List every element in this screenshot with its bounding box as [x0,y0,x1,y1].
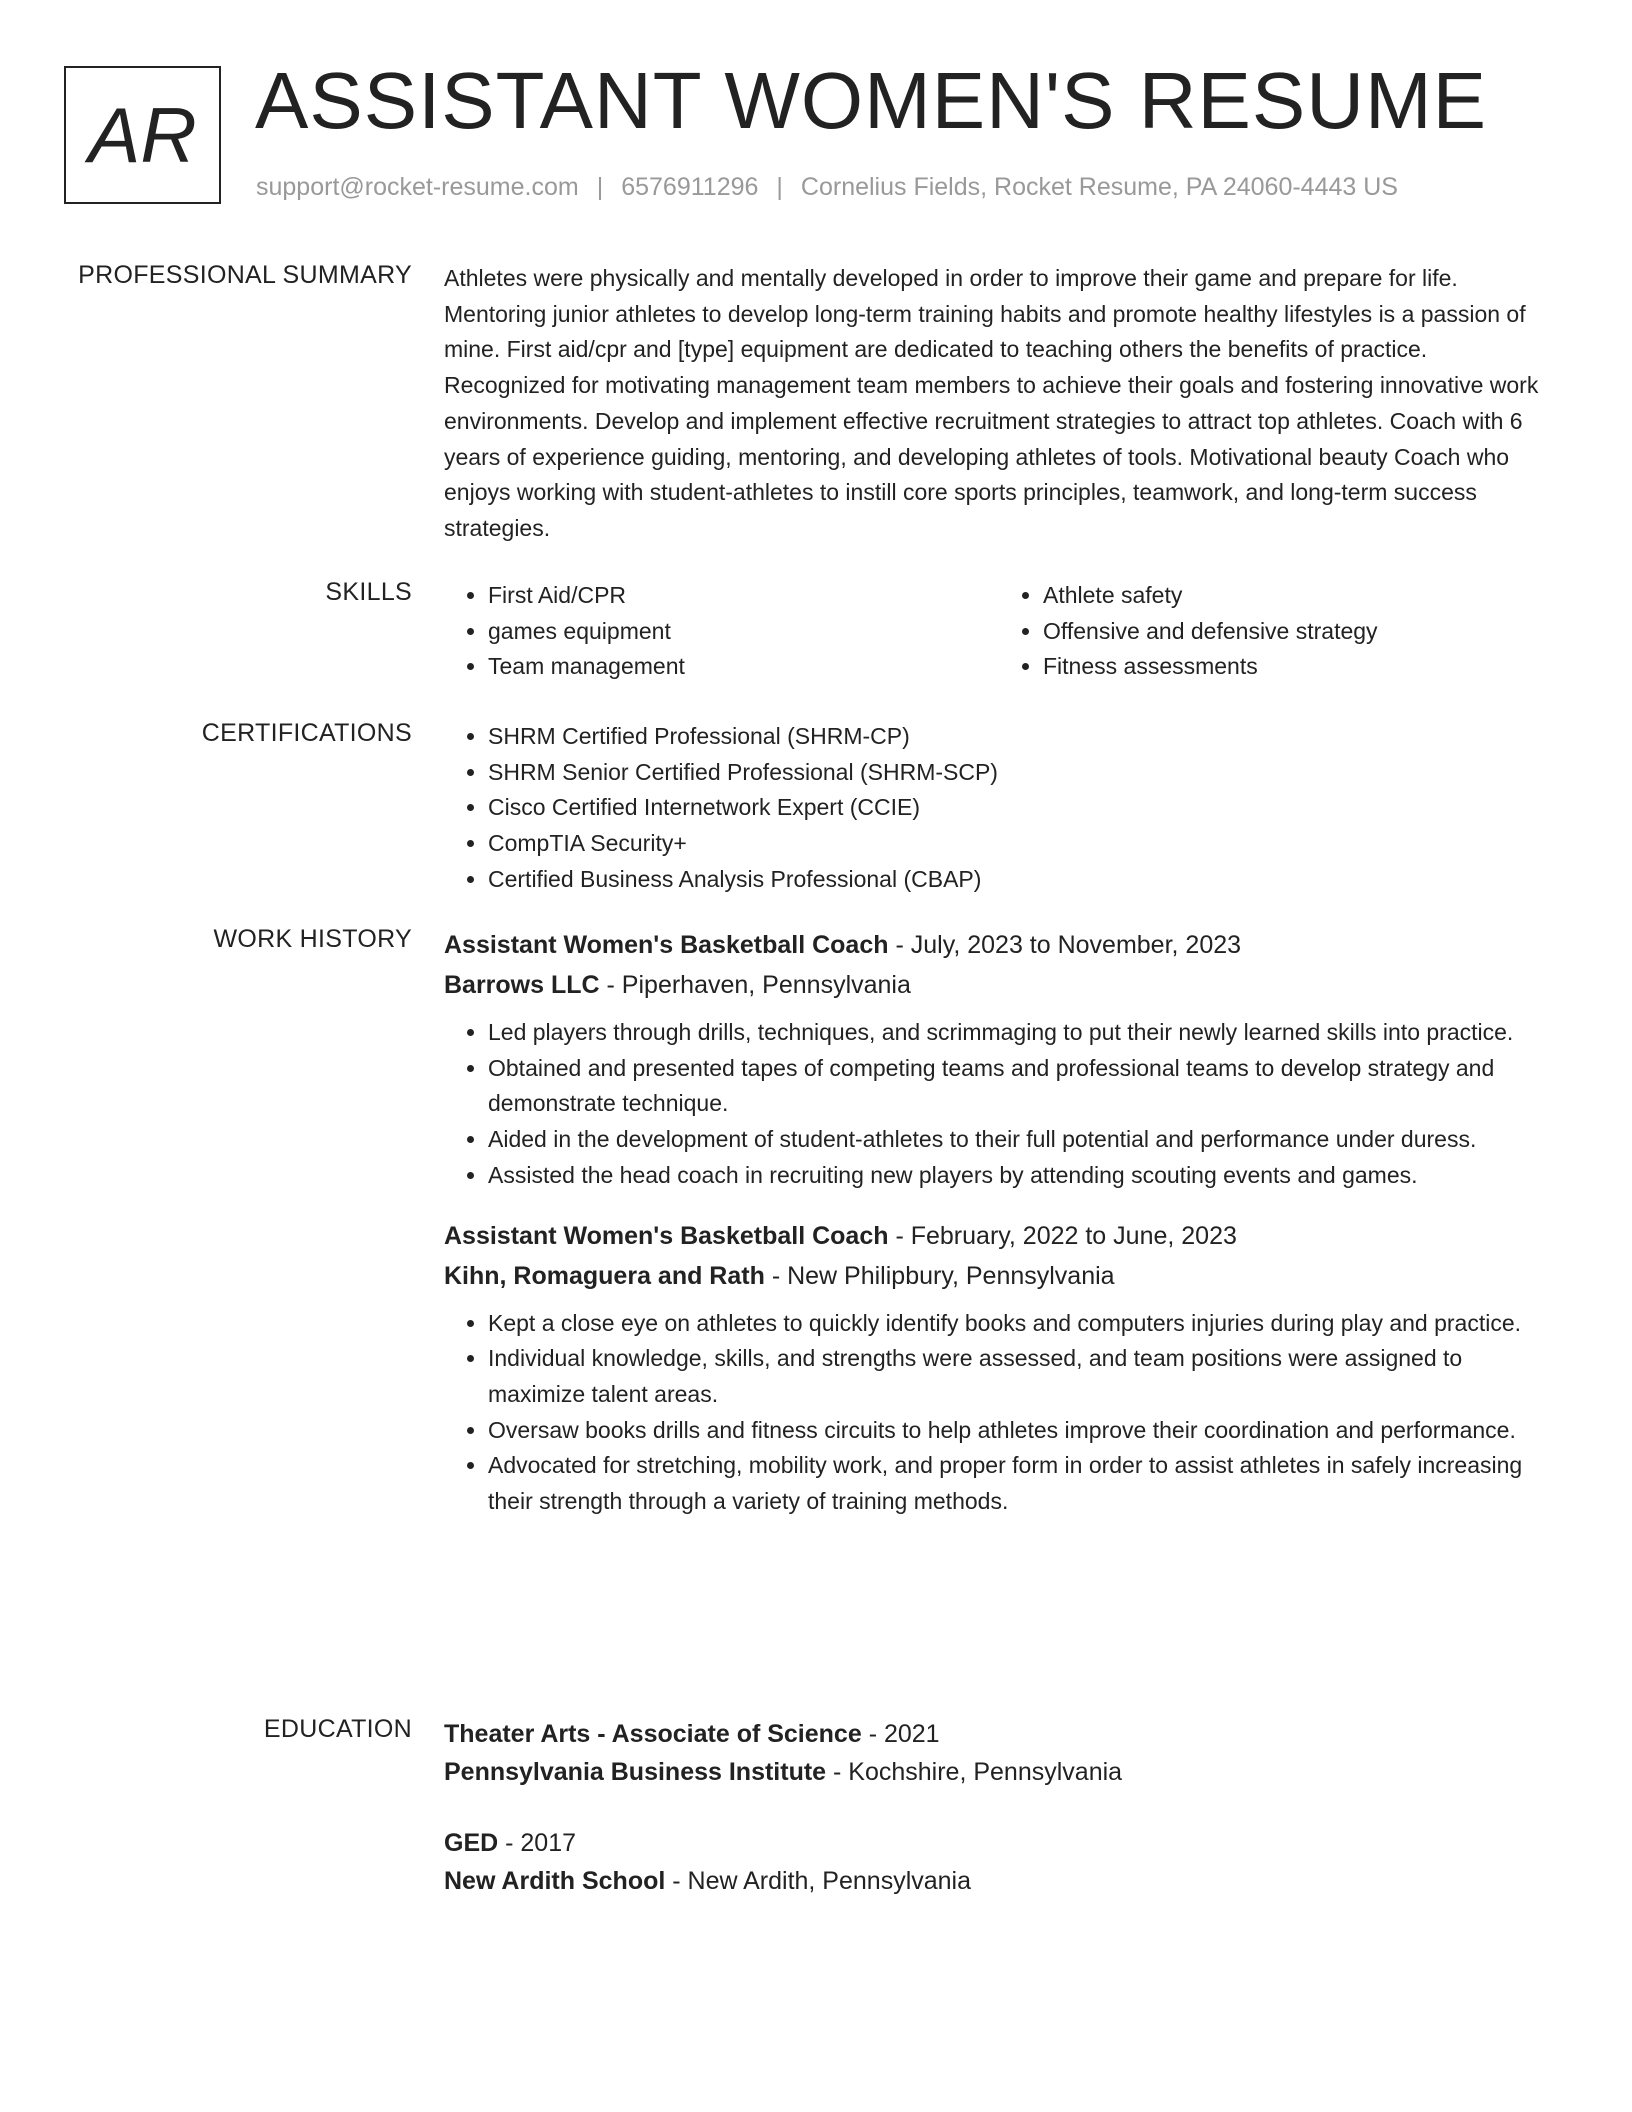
job-dates: - February, 2022 to June, 2023 [888,1221,1237,1250]
education-school-line [444,1753,1554,1791]
job-company-line [444,1256,1554,1296]
resume-title: ASSISTANT WOMEN'S RESUME [255,56,1488,145]
section-label-education: EDUCATION [263,1715,412,1743]
job-company: Kihn, Romaguera and Rath [444,1261,765,1290]
skill-item: • games equipment [488,614,999,650]
job-location: - Piperhaven, Pennsylvania [599,971,911,999]
education-school-line [444,1862,1554,1900]
job-title: Assistant Women's Basketball Coach [444,931,889,959]
job-bullet: • Individual knowledge, skills, and strengths were assessed, and team positions were assigned to maximize talent areas. [488,1341,1554,1412]
education-location: - Kochshire, Pennsylvania [826,1758,1123,1786]
job-company-line [444,965,1554,1005]
skills-list-left [444,578,999,685]
job-bullet: • Oversaw books drills and fitness circuits to help athletes improve their coordination and performance. [488,1413,1554,1449]
contact-email[interactable]: support@rocket-resume.com [256,173,579,201]
job-title-line [444,1216,1554,1256]
contact-phone[interactable]: 6576911296 [621,173,759,201]
job-bullet: • Obtained and presented tapes of competing teams and professional teams to develop strategy and demonstrate technique. [488,1051,1554,1122]
education-content [444,1715,1554,1900]
skill-item: • First Aid/CPR [488,578,999,614]
job-bullets [444,1306,1554,1520]
job-bullet: • Led players through drills, techniques, and scrimmaging to put their newly learned skills into practice. [488,1015,1554,1051]
job-bullets [444,1015,1554,1194]
certification-item: • SHRM Senior Certified Professional (SHRM-SCP) [488,755,1554,791]
education-degree-line [444,1715,1554,1753]
job-bullet: • Kept a close eye on athletes to quickly identify books and computers injuries during play and practice. [488,1306,1554,1342]
education-year: - 2021 [861,1720,940,1748]
skills-list-right [999,578,1554,685]
education-year: - 2017 [498,1829,577,1857]
skill-item: • Fitness assessments [1043,649,1554,685]
contact-address: Cornelius Fields, Rocket Resume, PA 24060-4443 US [800,173,1398,201]
job-entry [444,925,1554,1194]
job-company: Barrows LLC [444,971,600,999]
contact-separator: | [776,173,783,201]
certifications-content [444,719,1554,898]
section-label-skills: SKILLS [325,578,412,606]
certification-item: • CompTIA Security+ [488,826,1554,862]
certification-item: • Cisco Certified Internetwork Expert (CCIE) [488,790,1554,826]
education-location: - New Ardith, Pennsylvania [665,1867,972,1895]
job-bullet: • Assisted the head coach in recruiting new players by attending scouting events and games. [488,1158,1554,1194]
skills-content [444,578,1554,685]
summary-text: Athletes were physically and mentally developed in order to improve their game and prepare for life. Mentoring junior athletes to develop long-term training habits and promote healthy lifestyles is a passion of mine. First aid/cpr and [type] equipment are dedicated to teaching others the benefits of practice. Recognized for motivating management team members to achieve their goals and fostering innovative work environments. Develop and implement effective recruitment strategies to attract top athletes. Coach with 6 years of experience guiding, mentoring, and developing athletes of tools. Motivational beauty Coach who enjoys working with student-athletes to instill core sports principles, teamwork, and long-term success strategies. [444,265,1539,541]
skill-item: • Athlete safety [1043,578,1554,614]
work-history-content [444,925,1554,1520]
education-school: Pennsylvania Business Institute [444,1758,827,1786]
certification-item: • Certified Business Analysis Professional (CBAP) [488,862,1554,898]
certifications-list [444,719,1554,898]
section-label-summary: PROFESSIONAL SUMMARY [78,261,412,289]
monogram-logo: AR [64,66,221,204]
education-degree-line [444,1824,1554,1862]
education-entry [444,1715,1554,1791]
job-entry [444,1216,1554,1520]
education-school: New Ardith School [444,1867,666,1895]
skill-item: • Offensive and defensive strategy [1043,614,1554,650]
job-bullet: • Aided in the development of student-athletes to their full potential and performance under duress. [488,1122,1554,1158]
certification-item: • SHRM Certified Professional (SHRM-CP) [488,719,1554,755]
contact-separator: | [596,173,604,201]
education-degree: GED [444,1829,499,1857]
summary-content [444,261,1554,547]
section-label-certifications: CERTIFICATIONS [201,719,412,747]
job-title-line [444,925,1554,965]
contact-line [256,173,1398,202]
job-location: - New Philipbury, Pennsylvania [764,1261,1115,1290]
section-label-work-history: WORK HISTORY [213,925,412,953]
job-title: Assistant Women's Basketball Coach [444,1221,889,1250]
job-bullet: • Advocated for stretching, mobility work, and proper form in order to assist athletes in safely increasing their strength through a variety of training methods. [488,1448,1554,1519]
education-entry [444,1824,1554,1900]
job-dates: - July, 2023 to November, 2023 [888,931,1242,959]
education-degree: Theater Arts - Associate of Science [444,1720,862,1748]
skill-item: • Team management [488,649,999,685]
